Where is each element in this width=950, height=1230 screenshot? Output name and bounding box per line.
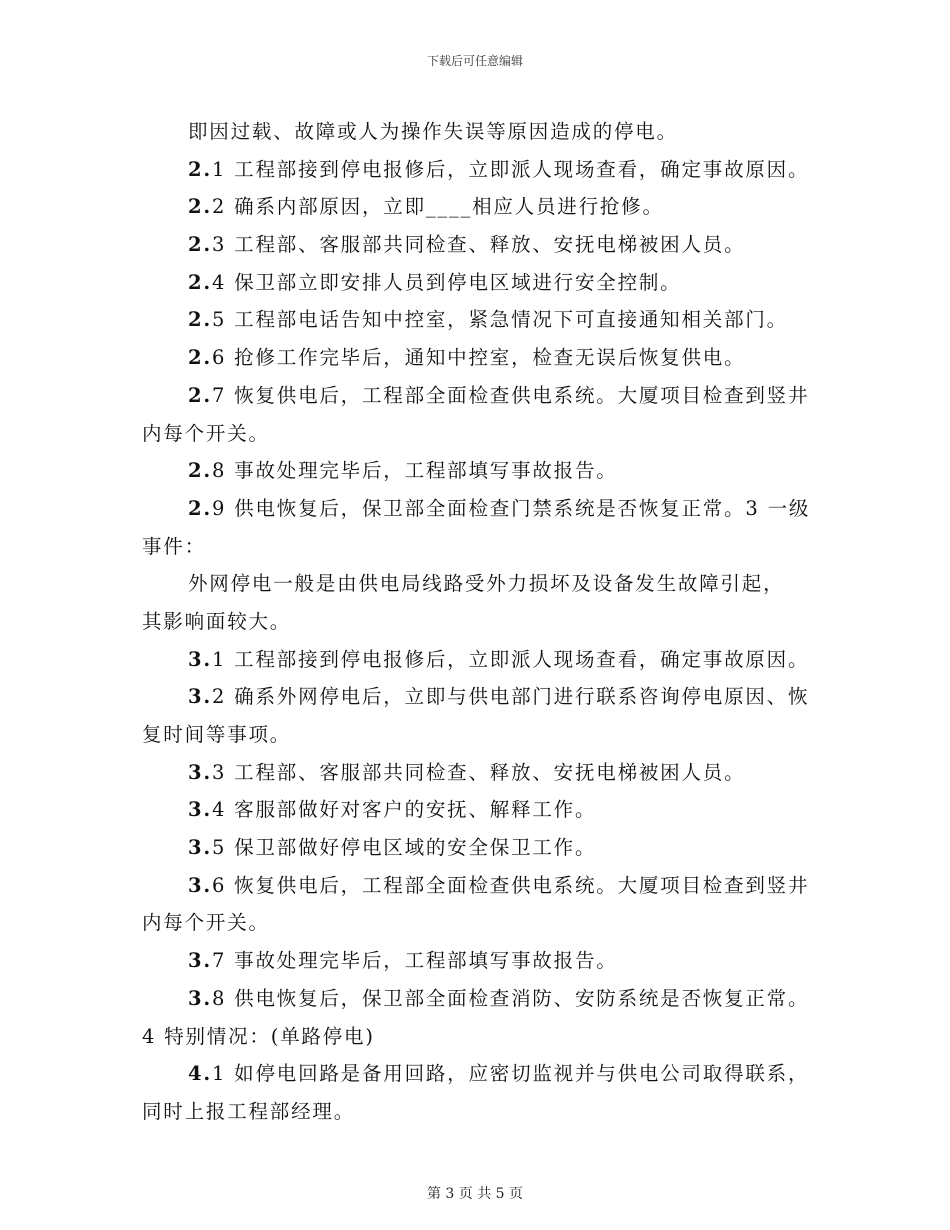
text-line — [142, 415, 812, 453]
section-number: 3. — [188, 949, 212, 973]
line-text: 3 工程部、客服部共同检查、释放、安抚电梯被困人员。 — [211, 760, 746, 784]
line-text: 即因过载、故障或人为操作失误等原因造成的停电。 — [188, 120, 678, 143]
text-line — [142, 904, 812, 942]
line-text: 1 工程部接到停电报修后，立即派人现场查看，确定事故原因。 — [211, 157, 810, 181]
text-line — [142, 942, 812, 980]
line-text: 外网停电一般是由供电局线路受外力损坏及设备发生故障引起， — [188, 572, 785, 596]
line-text: 同时上报工程部经理。 — [142, 1099, 356, 1123]
text-line — [142, 565, 812, 603]
section-number: 3. — [188, 836, 212, 860]
line-text: 2 确系内部原因，立即____相应人员进行抢修。 — [211, 195, 664, 219]
text-line — [142, 188, 812, 226]
section-number: 4. — [188, 1062, 212, 1086]
section-number: 2. — [188, 157, 212, 181]
text-line — [142, 867, 812, 905]
text-line — [142, 754, 812, 792]
section-number: 2. — [188, 195, 212, 219]
line-text: 8 事故处理完毕后，工程部填写事故报告。 — [211, 459, 618, 483]
section-number: 3. — [188, 798, 212, 822]
text-line — [142, 490, 812, 528]
line-text: 7 事故处理完毕后，工程部填写事故报告。 — [211, 949, 618, 973]
text-line — [142, 1018, 812, 1056]
line-text: 2 确系外网停电后，立即与供电部门进行联系咨询停电原因、恢 — [211, 685, 810, 709]
line-text: 7 恢复供电后，工程部全面检查供电系统。大厦项目检查到竖井 — [211, 383, 810, 407]
section-number: 2. — [188, 459, 212, 483]
text-line — [142, 980, 812, 1018]
line-text: 复时间等事项。 — [142, 723, 292, 746]
section-number: 3. — [188, 760, 212, 784]
text-line — [142, 113, 812, 151]
text-line — [142, 678, 812, 716]
line-text: 其影响面较大。 — [142, 609, 292, 633]
document-body — [142, 113, 812, 1131]
text-line — [142, 264, 812, 302]
line-text: 事件： — [142, 534, 206, 558]
section-number: 2. — [188, 346, 212, 370]
line-text: 4 特别情况：(单路停电) — [142, 1024, 375, 1048]
line-text: 内每个开关。 — [142, 421, 270, 445]
text-line — [142, 1093, 812, 1131]
section-number: 2. — [188, 383, 212, 407]
text-line — [142, 452, 812, 490]
text-line — [142, 339, 812, 377]
text-line — [142, 603, 812, 641]
text-line — [142, 377, 812, 415]
line-text: 1 如停电回路是备用回路，应密切监视并与供电公司取得联系， — [211, 1062, 810, 1086]
text-line — [142, 1055, 812, 1093]
text-line — [142, 151, 812, 189]
line-text: 内每个开关。 — [142, 911, 270, 935]
page-footer: 第 3 页 共 5 页 — [426, 1186, 524, 1202]
section-number: 3. — [188, 986, 212, 1010]
text-line — [142, 528, 812, 566]
section-number: 2. — [188, 308, 212, 332]
text-line — [142, 301, 812, 339]
line-text: 3 工程部、客服部共同检查、释放、安抚电梯被困人员。 — [211, 233, 746, 257]
text-line — [142, 226, 812, 264]
section-number: 3. — [188, 685, 212, 709]
section-number: 2. — [188, 270, 212, 294]
line-text: 8 供电恢复后，保卫部全面检查消防、安防系统是否恢复正常。 — [211, 986, 810, 1010]
text-line — [142, 791, 812, 829]
line-text: 9 供电恢复后，保卫部全面检查门禁系统是否恢复正常。3 一级 — [211, 496, 811, 520]
line-text: 5 保卫部做好停电区域的安全保卫工作。 — [211, 836, 597, 860]
section-number: 2. — [188, 233, 212, 257]
line-text: 6 恢复供电后，工程部全面检查供电系统。大厦项目检查到竖井 — [211, 873, 810, 897]
text-line — [142, 829, 812, 867]
text-line — [142, 716, 812, 754]
page-header: 下载后可任意编辑 — [426, 54, 523, 68]
section-number: 3. — [188, 873, 212, 897]
line-text: 1 工程部接到停电报修后，立即派人现场查看，确定事故原因。 — [211, 647, 810, 671]
section-number: 3. — [188, 647, 212, 671]
text-line — [142, 641, 812, 679]
section-number: 2. — [188, 496, 212, 520]
line-text: 6 抢修工作完毕后，通知中控室，检查无误后恢复供电。 — [211, 346, 746, 370]
line-text: 4 客服部做好对客户的安抚、解释工作。 — [211, 798, 597, 822]
line-text: 4 保卫部立即安排人员到停电区域进行安全控制。 — [211, 270, 682, 294]
line-text: 5 工程部电话告知中控室，紧急情况下可直接通知相关部门。 — [211, 308, 788, 332]
